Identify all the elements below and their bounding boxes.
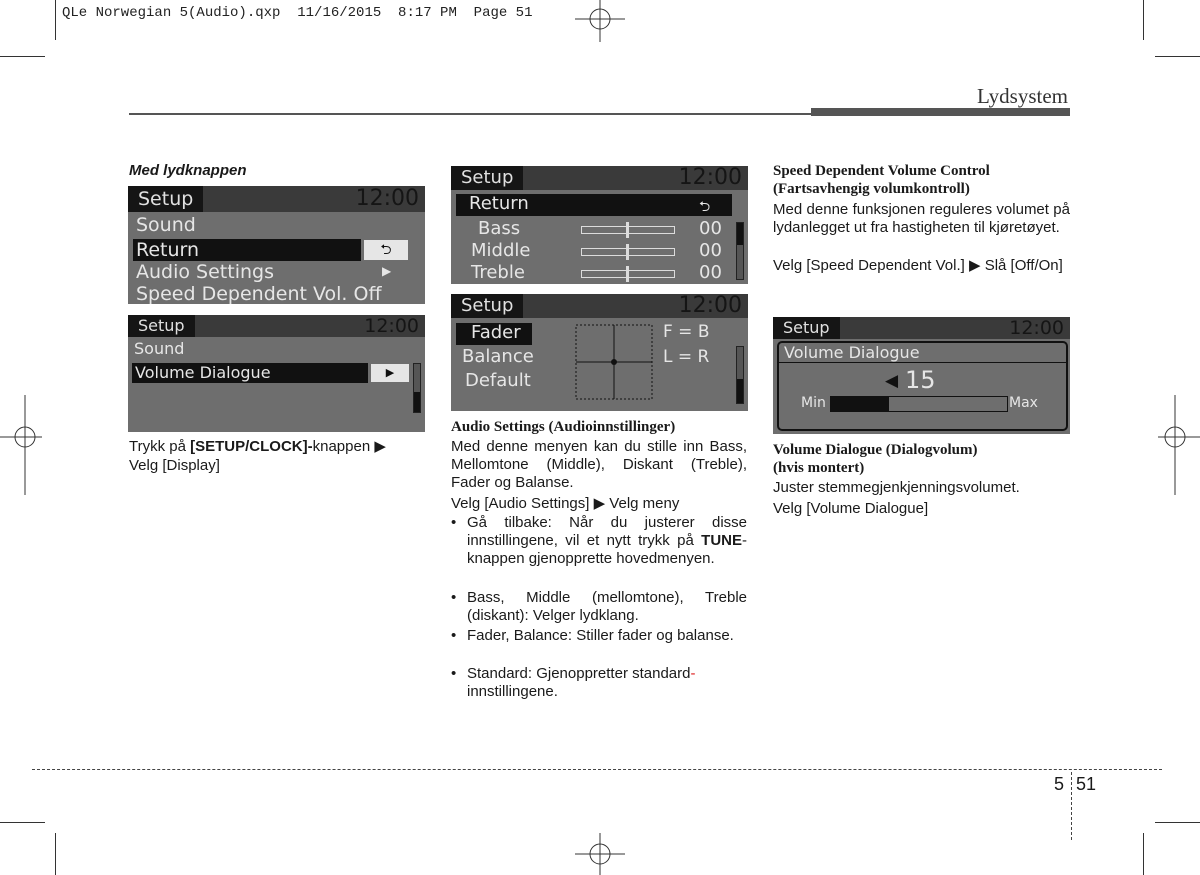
menu-item-fader[interactable]: Fader: [471, 322, 521, 343]
fader-value: F = B: [663, 322, 710, 342]
screen-clock: 12:00: [678, 294, 742, 318]
menu-item-return[interactable]: Return: [136, 239, 200, 261]
screen-clock: 12:00: [355, 186, 419, 211]
volume-dialogue-screen: [773, 317, 1070, 434]
volume-fill: [831, 397, 889, 411]
screen-tag: Setup: [451, 294, 523, 318]
menu-item-audio-settings[interactable]: Audio Settings: [136, 261, 274, 283]
tone-value-treble: 00: [699, 262, 722, 283]
fader-balance-grid: [575, 324, 653, 400]
menu-item-default[interactable]: Default: [465, 370, 531, 391]
crop-mark: [55, 833, 56, 875]
subheading: Med lydknappen: [129, 162, 247, 179]
return-icon: ⮌: [699, 199, 711, 215]
screen-clock: 12:00: [678, 166, 742, 190]
sdvc-para2: Velg [Speed Dependent Vol.] ▶ Slå [Off/On]: [773, 257, 1063, 274]
list-item: • Fader, Balance: Stiller fader og balanse.: [451, 627, 734, 644]
header-rule-thick: [811, 108, 1070, 116]
screen-clock: 12:00: [1009, 317, 1064, 339]
menu-item-return[interactable]: Return: [469, 193, 529, 214]
sdvc-heading: Speed Dependent Volume Control: [773, 163, 990, 179]
registration-mark-bottom: [575, 833, 625, 875]
screen-title: Sound: [136, 214, 196, 236]
scrollbar[interactable]: [413, 363, 421, 413]
registration-mark-top: [575, 0, 625, 42]
sdvc-subheading: (Fartsavhengig volumkontroll): [773, 181, 970, 197]
crop-mark: [1143, 833, 1144, 875]
balance-value: L = R: [663, 347, 710, 367]
return-icon: ⮌: [364, 240, 408, 260]
audio-settings-para1: Med denne menyen kan du stille inn Bass, Mellomtone (Middle), Diskant (Treble), Fader og Balanse.: [451, 438, 747, 491]
crop-mark: [0, 56, 45, 57]
registration-mark-left: [0, 395, 42, 495]
crop-mark: [1143, 0, 1144, 40]
menu-item-speed-dependent-vol[interactable]: Speed Dependent Vol. Off: [136, 283, 382, 304]
crop-mark: [1155, 56, 1200, 57]
tone-label-middle[interactable]: Middle: [471, 240, 531, 261]
volume-value: 15: [905, 366, 936, 394]
speaker-icon: ◀: [885, 371, 899, 391]
screen-tag: Setup: [451, 166, 523, 190]
menu-item-balance[interactable]: Balance: [462, 346, 534, 367]
volume-bar[interactable]: [830, 396, 1008, 412]
menu-item-volume-dialogue[interactable]: Volume Dialogue: [135, 363, 271, 382]
setup-sound-screen-volume: [128, 315, 425, 432]
crop-mark: [0, 822, 45, 823]
volume-dialogue-para2: Velg [Volume Dialogue]: [773, 500, 929, 517]
crop-mark: [55, 0, 56, 40]
volume-dialogue-heading: Volume Dialogue (Dialogvolum): [773, 442, 978, 458]
audio-tone-screen: [451, 166, 748, 284]
volume-max-label: Max: [1009, 395, 1038, 411]
crop-mark: [1155, 822, 1200, 823]
volume-dialogue-para1: Juster stemmegjenkjenningsvolumet.: [773, 479, 1020, 496]
screen-tag: Setup: [773, 317, 840, 339]
tone-slider-bass[interactable]: [581, 226, 675, 234]
chevron-right-icon: ▶: [382, 264, 392, 278]
page-number: 51: [1076, 774, 1097, 794]
screen-title: Volume Dialogue: [784, 343, 920, 362]
instruction-line2: Velg [Display]: [129, 457, 220, 474]
list-item: • Gå tilbake: Når du justerer disse innstillingene, vil et nytt trykk på TUNE-knappen gjenopprette hovedmenyen.: [451, 514, 747, 567]
tone-slider-middle[interactable]: [581, 248, 675, 256]
screen-tag: Setup: [128, 186, 203, 212]
audio-settings-heading: Audio Settings (Audioinnstillinger): [451, 419, 676, 435]
list-item: • Standard: Gjenoppretter standard- innstillingene.: [451, 665, 696, 700]
tone-value-middle: 00: [699, 240, 722, 261]
tone-slider-treble[interactable]: [581, 270, 675, 278]
tone-label-bass[interactable]: Bass: [478, 218, 521, 239]
header-rule: [129, 113, 811, 115]
footer-rule: [32, 769, 1162, 770]
screen-clock: 12:00: [364, 315, 419, 337]
audio-settings-para2: Velg [Audio Settings] ▶ Velg meny: [451, 495, 680, 512]
volume-title-underline: [779, 362, 1068, 363]
volume-dialogue-subheading: (hvis montert): [773, 460, 865, 476]
volume-min-label: Min: [801, 395, 826, 411]
page-divider: [1071, 772, 1072, 840]
tone-value-bass: 00: [699, 218, 722, 239]
running-head: Lydsystem: [976, 84, 1068, 108]
print-header: QLe Norwegian 5(Audio).qxp 11/16/2015 8:17 PM Page 51: [62, 5, 533, 21]
screen-tag: Setup: [128, 315, 195, 337]
list-item: • Bass, Middle (mellomtone), Treble (diskant): Velger lydklang.: [451, 589, 747, 624]
chevron-right-icon: ▶: [371, 364, 409, 382]
setup-sound-screen: [128, 186, 425, 304]
fader-balance-screen: [451, 294, 748, 411]
screen-title: Sound: [134, 339, 185, 358]
scrollbar[interactable]: [736, 346, 744, 404]
registration-mark-right: [1158, 395, 1200, 495]
sdvc-para1: Med denne funksjonen reguleres volumet på lydanlegget ut fra hastigheten til kjøretøyet.: [773, 201, 1070, 236]
instruction-text: Trykk på [SETUP/CLOCK]-knappen ▶ Velg [Display]: [129, 438, 425, 475]
page-chapter: 5: [1054, 774, 1065, 794]
scrollbar[interactable]: [736, 222, 744, 280]
tone-label-treble[interactable]: Treble: [471, 262, 525, 283]
